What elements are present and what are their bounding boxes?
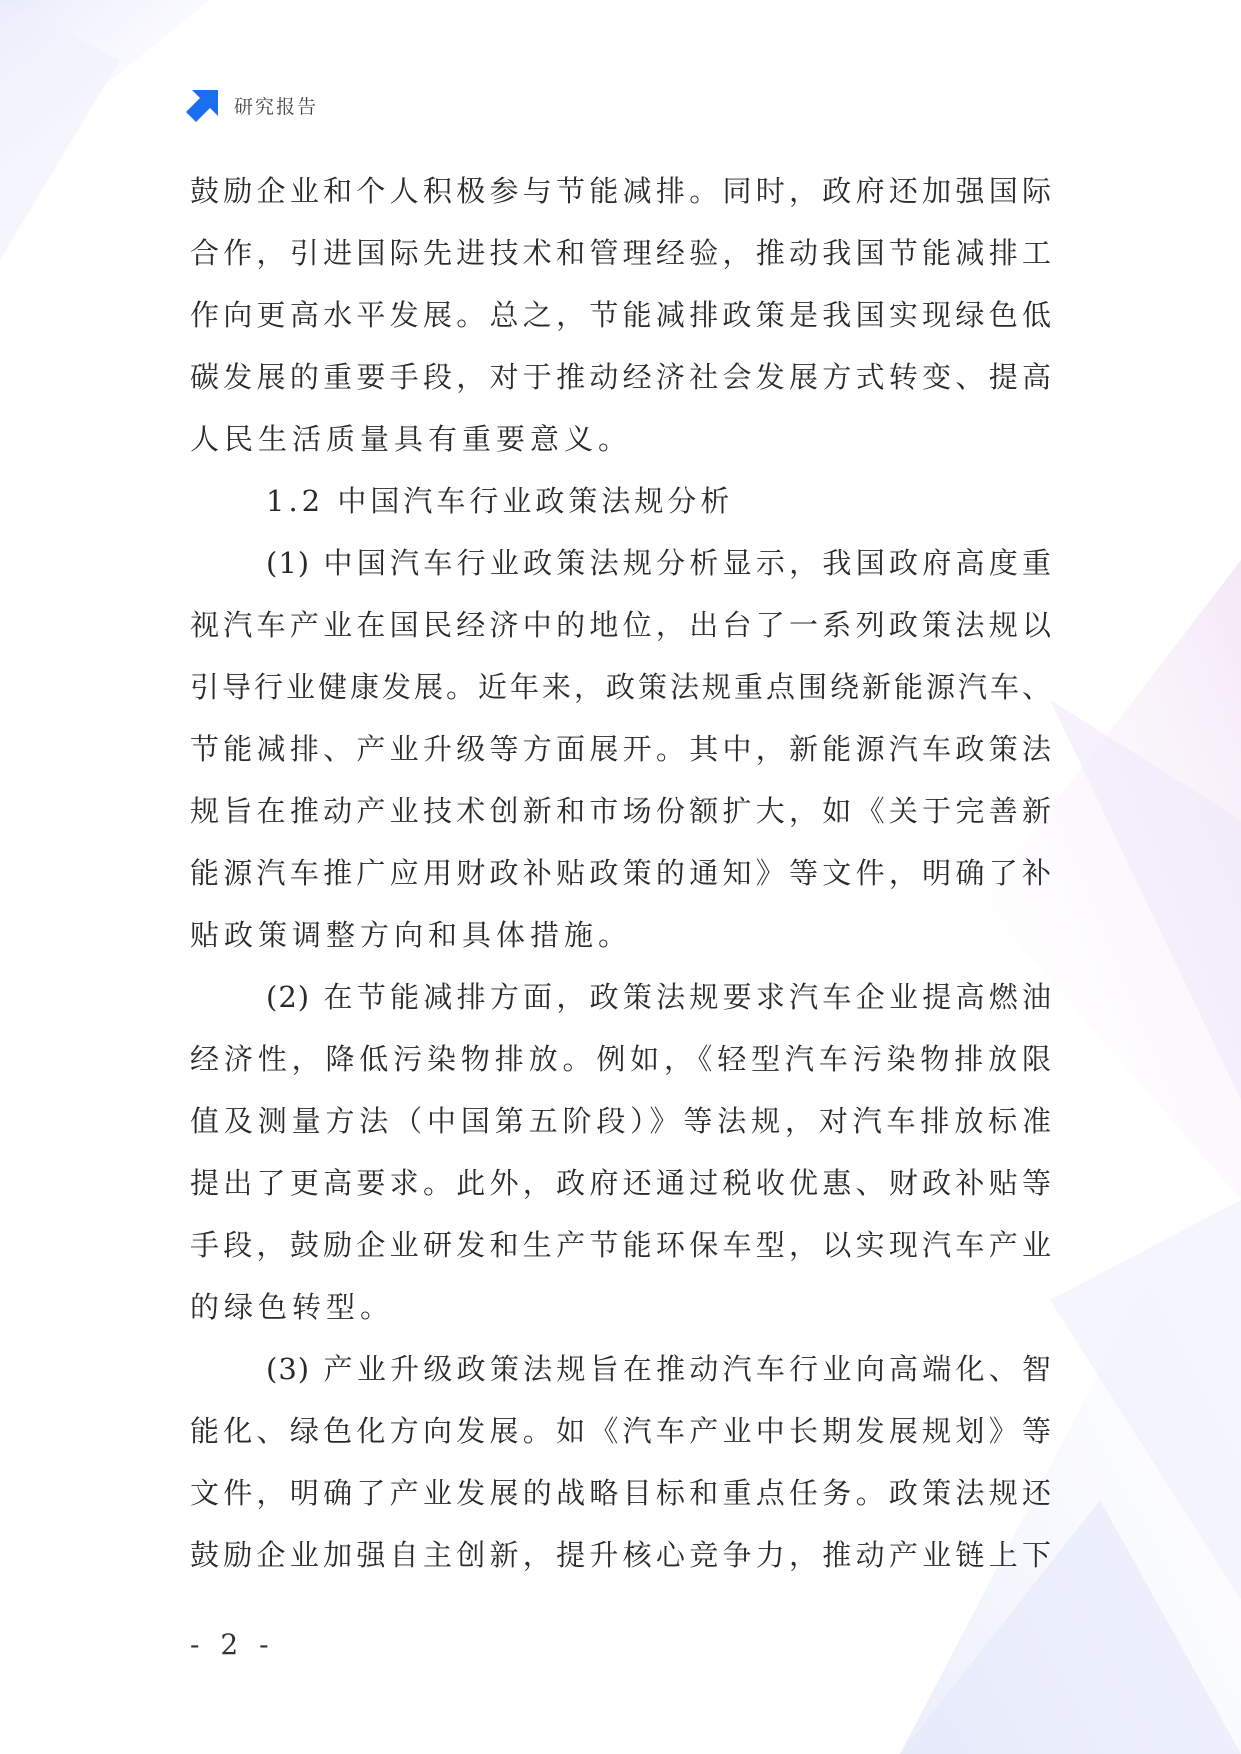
text-line: (3) 产业升级政策法规旨在推动汽车行业向高端化、智 bbox=[266, 1352, 1052, 1386]
text-line: 能化、绿色化方向发展。如《汽车产业中长期发展规划》等 bbox=[190, 1414, 1052, 1448]
paragraph-3 bbox=[190, 1338, 1052, 1586]
paragraph-1 bbox=[190, 532, 1052, 966]
report-header bbox=[186, 88, 318, 122]
text-line: 人民生活质量具有重要意义。 bbox=[190, 422, 633, 456]
text-line: 碳发展的重要手段，对于推动经济社会发展方式转变、提高 bbox=[190, 360, 1052, 394]
text-line: 鼓励企业和个人积极参与节能减排。同时，政府还加强国际 bbox=[190, 174, 1052, 208]
text-line: 作向更高水平发展。总之，节能减排政策是我国实现绿色低 bbox=[190, 298, 1052, 332]
document-body bbox=[190, 160, 1052, 1586]
text-line: 文件，明确了产业发展的战略目标和重点任务。政策法规还 bbox=[190, 1476, 1052, 1510]
text-line: 提出了更高要求。此外，政府还通过税收优惠、财政补贴等 bbox=[190, 1166, 1052, 1200]
text-line: 视汽车产业在国民经济中的地位，出台了一系列政策法规以 bbox=[190, 608, 1052, 642]
text-line: 的绿色转型。 bbox=[190, 1290, 395, 1324]
text-line: 值及测量方法（中国第五阶段）》等法规，对汽车排放标准 bbox=[190, 1104, 1052, 1138]
arrow-up-right-icon bbox=[186, 88, 220, 122]
text-line: 手段，鼓励企业研发和生产节能环保车型，以实现汽车产业 bbox=[190, 1228, 1052, 1262]
text-line: 合作，引进国际先进技术和管理经验，推动我国节能减排工 bbox=[190, 236, 1052, 270]
page-number: - 2 - bbox=[190, 1628, 275, 1661]
text-line: 规旨在推动产业技术创新和市场份额扩大，如《关于完善新 bbox=[190, 794, 1052, 828]
text-line: (2) 在节能减排方面，政策法规要求汽车企业提高燃油 bbox=[266, 980, 1052, 1014]
paragraph-2 bbox=[190, 966, 1052, 1338]
section-heading: 1.2 中国汽车行业政策法规分析 bbox=[266, 484, 734, 518]
header-title: 研究报告 bbox=[234, 95, 319, 118]
text-line: 引导行业健康发展。近年来，政策法规重点围绕新能源汽车、 bbox=[190, 670, 1052, 704]
paragraph-intro bbox=[190, 160, 1052, 470]
text-line: 能源汽车推广应用财政补贴政策的通知》等文件，明确了补 bbox=[190, 856, 1052, 890]
text-line: 贴政策调整方向和具体措施。 bbox=[190, 918, 633, 952]
text-line: 鼓励企业加强自主创新，提升核心竞争力，推动产业链上下 bbox=[190, 1538, 1052, 1572]
text-line: (1) 中国汽车行业政策法规分析显示，我国政府高度重 bbox=[266, 546, 1052, 580]
text-line: 节能减排、产业升级等方面展开。其中，新能源汽车政策法 bbox=[190, 732, 1052, 766]
text-line: 经济性，降低污染物排放。例如，《轻型汽车污染物排放限 bbox=[190, 1042, 1052, 1076]
